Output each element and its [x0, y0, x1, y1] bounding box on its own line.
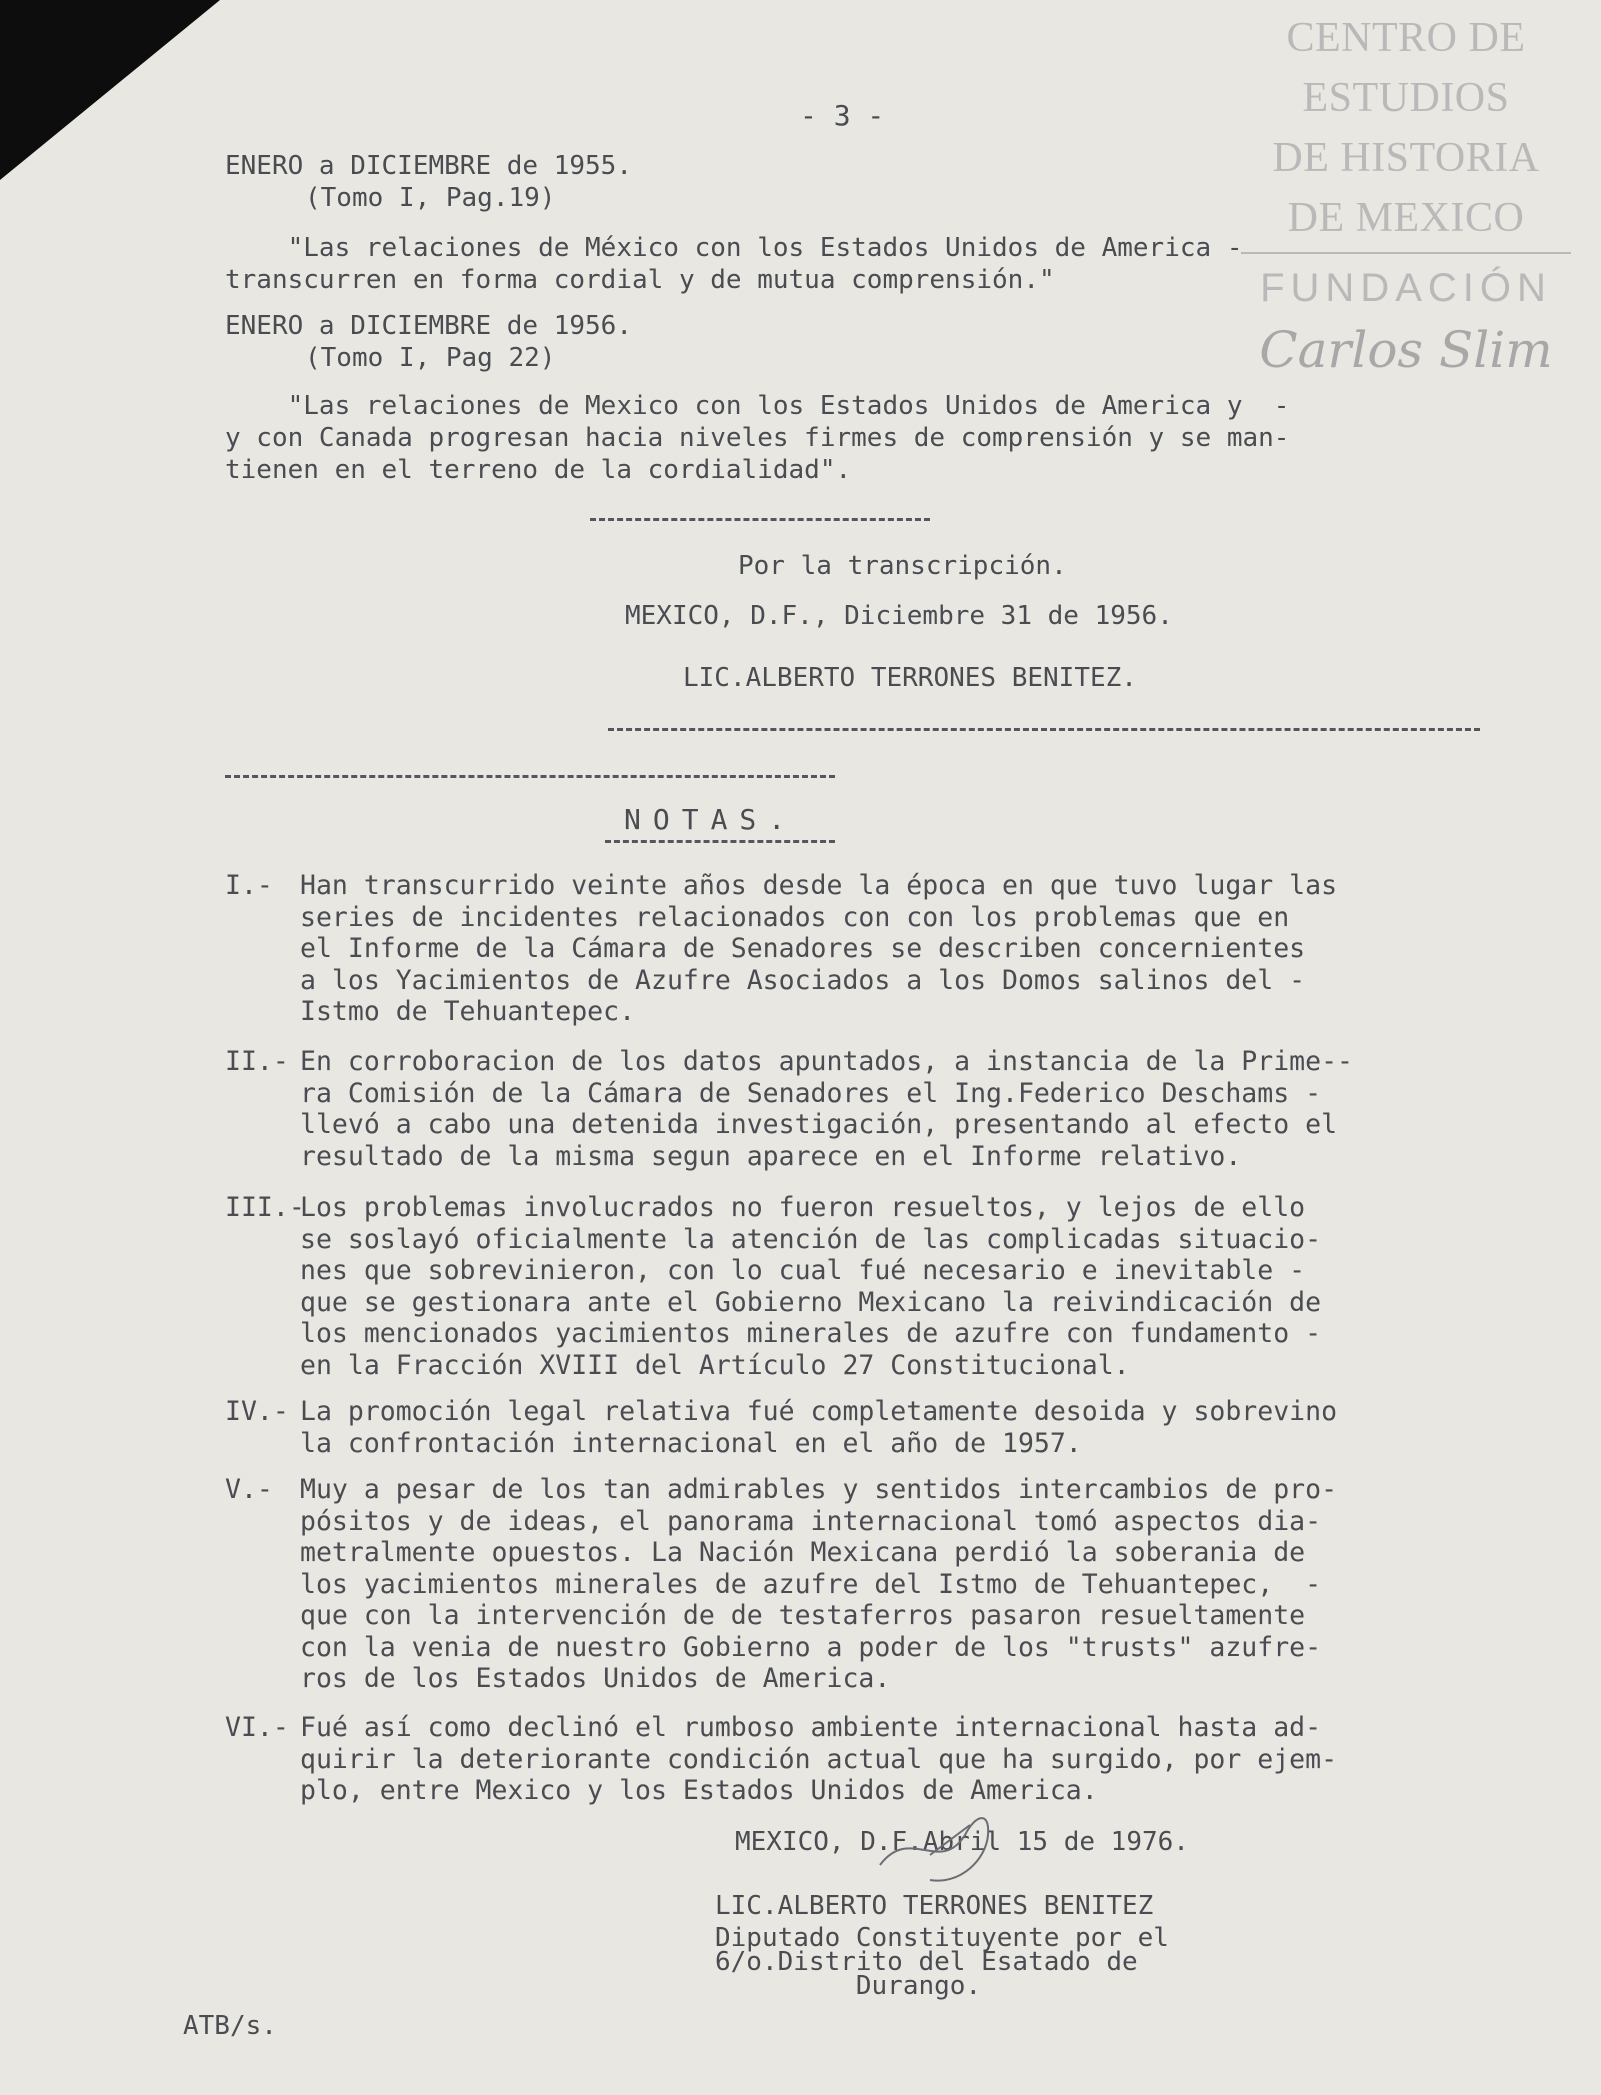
entry-title-1955: ENERO a DICIEMBRE de 1955.	[225, 151, 632, 181]
note-text: Muy a pesar de los tan admirables y sentidos intercambios de pro- pósitos y de ideas, el panorama internacional tomó aspectos dia- metralmente opuestos. La Nación Mexicana perdió la soberania de los yacimientos minerales de azufre del Istmo de Tehuantepec, - que con la intervención de de testaferros pasaron resueltamente con la venia de nuestro Gobierno a poder de los "trusts" azufre- ros de los Estados Unidos de America.	[300, 1474, 1338, 1694]
separator-line	[608, 728, 1480, 731]
closing-place-date: MEXICO, D.F.Abril 15 de 1976.	[735, 1827, 1189, 1857]
note-text: Los problemas involucrados no fueron resueltos, y lejos de ello se soslayó oficialmente la atención de las complicadas situacio- nes que sobrevinieron, con lo cual fué necesario e inevitable - que se gestionara ante el Gobierno Mexicano la reivindicación de los mencionados yacimientos minerales de azufre con fundamento - en la Fracción XVIII del Artículo 27 Constitucional.	[300, 1192, 1322, 1381]
entry-quote-1956: "Las relaciones de Mexico con los Estados Unidos de America y - y con Canada progresan hacia niveles firmes de comprensión y se man- tienen en el terreno de la cordialidad".	[225, 391, 1290, 485]
note-item	[225, 1192, 1321, 1381]
note-item	[225, 1474, 1337, 1695]
entry-title-1956: ENERO a DICIEMBRE de 1956.	[225, 311, 632, 341]
note-number: I.-	[225, 870, 273, 901]
note-number: V.-	[225, 1474, 273, 1505]
archive-watermark	[1241, 8, 1571, 386]
entry-quote-1955: "Las relaciones de México con los Estados Unidos de America - transcurren en forma cordial y de mutua comprensión."	[225, 233, 1243, 295]
watermark-line: DE MEXICO	[1287, 195, 1525, 241]
note-number: IV.-	[225, 1396, 289, 1427]
page-number: - 3 -	[800, 99, 885, 132]
transcription-author: LIC.ALBERTO TERRONES BENITEZ.	[683, 663, 1137, 693]
notes-heading-underline	[605, 840, 835, 843]
typist-initials: ATB/s.	[183, 2011, 277, 2041]
closing-author: LIC.ALBERTO TERRONES BENITEZ	[715, 1891, 1154, 1921]
note-number: VI.-	[225, 1712, 289, 1743]
scan-corner-shadow	[0, 0, 220, 180]
closing-position: Diputado Constituyente por el 6/o.Distrito del Esatado de Durango.	[715, 1923, 1169, 2001]
note-item	[225, 1712, 1337, 1807]
transcription-place-date: MEXICO, D.F., Diciembre 31 de 1956.	[625, 601, 1173, 631]
note-text: En corroboracion de los datos apuntados, a instancia de la Prime-- ra Comisión de la Cámara de Senadores el Ing.Federico Deschams - llevó a cabo una detenida investigación, presentando al efecto el resultado de la misma segun aparece en el Informe relativo.	[300, 1046, 1353, 1172]
watermark-line: ESTUDIOS	[1302, 75, 1510, 121]
note-number: II.-	[225, 1046, 289, 1077]
handwritten-signature	[870, 1805, 1020, 1895]
entry-ref-1955: (Tomo I, Pag.19)	[305, 183, 556, 213]
entry-ref-1956: (Tomo I, Pag 22)	[305, 343, 556, 373]
watermark-signature: Carlos Slim	[1259, 321, 1553, 379]
watermark-foundation: FUNDACIÓN	[1260, 266, 1552, 310]
separator-line	[590, 518, 930, 521]
watermark-line: CENTRO DE	[1286, 15, 1526, 61]
watermark-divider	[1241, 252, 1571, 254]
note-item	[225, 1396, 1337, 1459]
watermark-line: DE HISTORIA	[1272, 135, 1540, 181]
separator-line	[225, 775, 835, 778]
note-item	[225, 870, 1337, 1028]
note-text: Han transcurrido veinte años desde la época en que tuvo lugar las series de incidentes relacionados con con los problemas que en el Informe de la Cámara de Senadores se describen concernientes a los Yacimientos de Azufre Asociados a los Domos salinos del - Istmo de Tehuantepec.	[300, 870, 1338, 1027]
note-text: Fué así como declinó el rumboso ambiente internacional hasta ad- quirir la deteriorante condición actual que ha surgido, por ejem- plo, entre Mexico y los Estados Unidos de America.	[300, 1712, 1338, 1806]
notes-heading: NOTAS.	[624, 803, 798, 836]
note-text: La promoción legal relativa fué completamente desoida y sobrevino la confrontación internacional en el año de 1957.	[300, 1396, 1338, 1459]
note-item	[225, 1046, 1353, 1172]
transcription-label: Por la transcripción.	[738, 551, 1067, 581]
note-number: III.-	[225, 1192, 305, 1223]
